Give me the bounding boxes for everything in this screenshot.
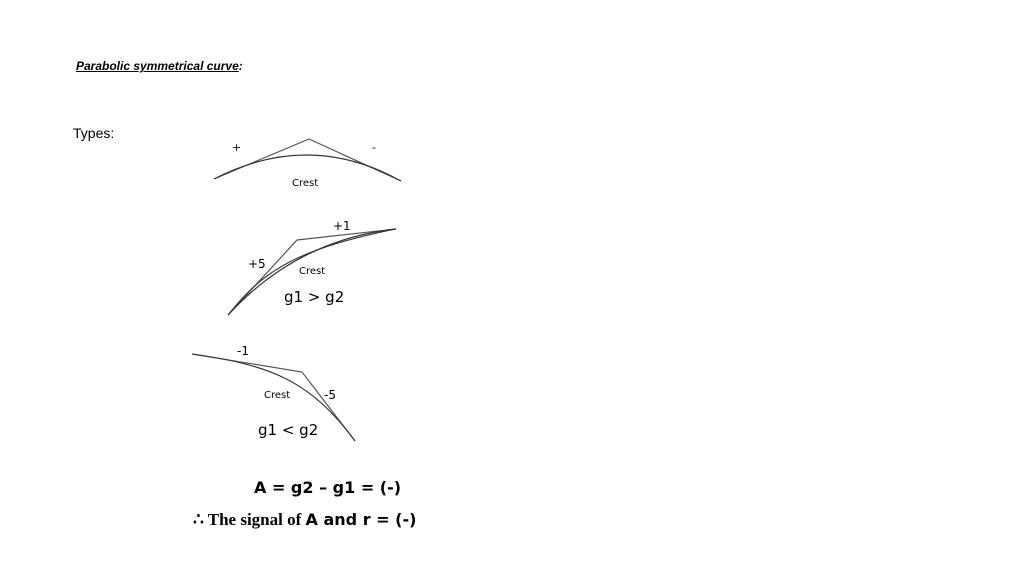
relation-label: g1 < g2 xyxy=(258,421,319,439)
crest-diagram-symmetric xyxy=(214,139,401,189)
top-grade-label: +1 xyxy=(333,219,351,233)
crest-label: Crest xyxy=(299,266,326,277)
algebraic-difference-equation: A = g2 – g1 = (-) xyxy=(254,478,402,497)
heading-title: Parabolic symmetrical curve xyxy=(76,59,239,73)
conclusion-rest: A and r = (-) xyxy=(305,510,417,529)
left-grade-label: + xyxy=(232,141,242,154)
conclusion-text xyxy=(193,510,416,530)
right-grade-label: -5 xyxy=(324,388,336,402)
crest-diagram-g1-greater xyxy=(228,219,396,315)
conclusion-prefix: ∴ The signal of xyxy=(193,510,306,529)
crest-diagram-g1-less xyxy=(192,344,355,441)
heading-colon: : xyxy=(238,59,243,73)
left-grade-label: +5 xyxy=(248,257,266,271)
types-label: Types: xyxy=(73,125,115,141)
top-grade-label: -1 xyxy=(237,344,249,358)
relation-label: g1 > g2 xyxy=(284,288,345,306)
crest-label: Crest xyxy=(292,178,319,189)
right-grade-label: - xyxy=(372,141,376,154)
crest-label: Crest xyxy=(264,390,291,401)
